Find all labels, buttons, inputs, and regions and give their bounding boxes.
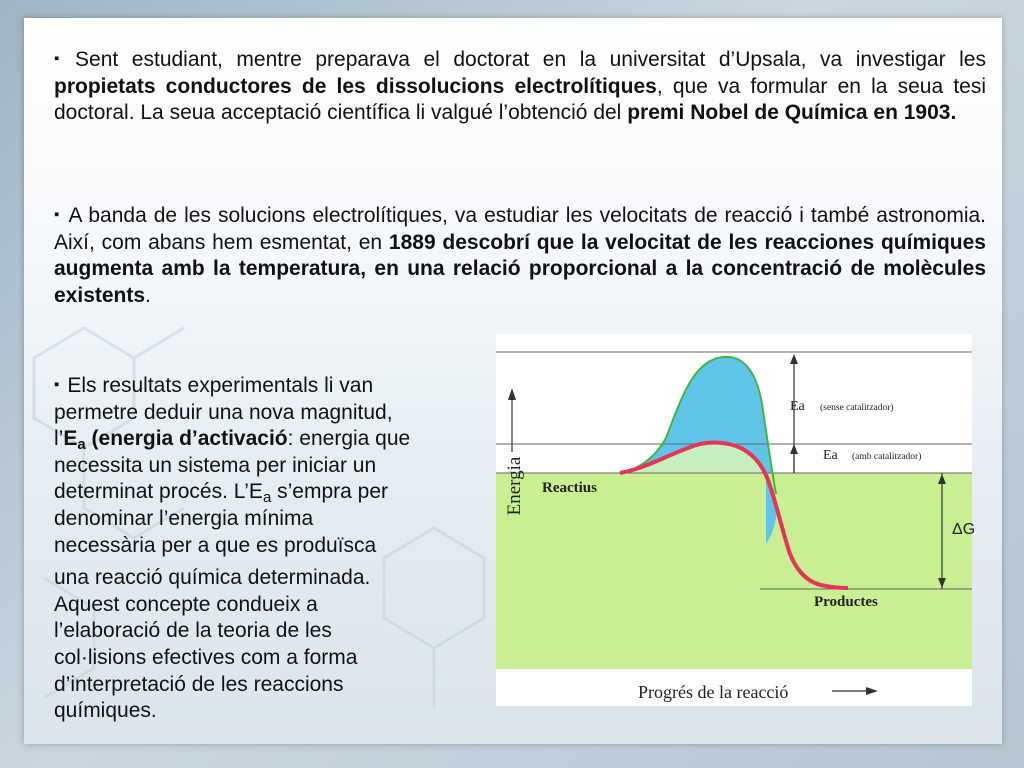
- ea-catalyzed-note: (amb catalitzador): [852, 452, 922, 462]
- p2-text-a: A banda de les solucions electrolítiques, va estudiar les velocitats de reacció i també astronomia. Així, com abans hem esmentat, en: [54, 204, 987, 254]
- p3-line-4: necessita un sistema per iniciar un: [54, 453, 377, 477]
- p3-line-3-d: : energia que: [287, 427, 411, 451]
- p3-line-8: una reacció química determinada.: [54, 566, 371, 590]
- paragraph-reaction-rates: [54, 202, 986, 309]
- p3-line-12: d’interpretació de les reaccions: [54, 672, 344, 696]
- p3-line-11: col·lisions efectives com a forma: [54, 645, 358, 669]
- p3-ea-term: (energia d’activació: [85, 427, 288, 451]
- p3-line-9: Aquest concepte condueix a: [54, 592, 318, 616]
- p3-line-5-sub: a: [262, 489, 272, 507]
- bullet-3: ▪: [54, 376, 60, 393]
- slide: [24, 18, 1002, 744]
- ea-uncatalyzed-note: (sense catalitzador): [820, 403, 894, 413]
- p2-text-c: .: [145, 283, 151, 307]
- p3-ea-subscript: a: [77, 436, 86, 454]
- p3-line-1-text: Els resultats experimentals li van: [67, 374, 374, 397]
- p3-line-5: [54, 479, 494, 506]
- p3-line-1: [54, 372, 494, 400]
- energy-profile-diagram: [496, 334, 976, 706]
- p1-highlight-nobel: premi Nobel de Química en 1903.: [627, 101, 957, 124]
- p1-text-c: , que va formular en la seua tesi doctoral. La seua acceptació científica li valgué l’obtenció del: [54, 74, 987, 124]
- p3-line-5-a: determinat procés. L’E: [54, 480, 263, 504]
- reactants-label: Reactius: [542, 480, 597, 496]
- p3-ea-symbol: E: [63, 427, 78, 451]
- paragraph-nobel: [54, 46, 986, 127]
- p3-line-10: l’elaboració de la teoria de les: [54, 619, 332, 643]
- p3-line-2: permetre deduir una nova magnitud,: [54, 400, 393, 424]
- p3-line-6: denominar l’energia mínima: [54, 506, 314, 530]
- p3-line-13: químiques.: [54, 699, 157, 723]
- bullet-2: ▪: [54, 206, 61, 223]
- p1-highlight-electrolytes: propietats conductores de les dissolucions electrolítiques: [54, 74, 657, 98]
- p1-text-a: Sent estudiant, mentre preparava el doctorat en la universitat d’Upsala, va investigar les: [75, 48, 986, 71]
- ea-catalyzed-label: Ea: [823, 448, 838, 463]
- p3-line-3: [54, 426, 494, 453]
- y-axis-label: Energia: [504, 456, 525, 516]
- x-axis-label: Progrés de la reacció: [638, 682, 789, 702]
- bullet-1: ▪: [54, 50, 68, 67]
- ea-uncatalyzed-label: Ea: [790, 399, 805, 414]
- p3-line-3-a: l’: [54, 427, 64, 451]
- paragraph-activation-energy: [54, 372, 494, 725]
- p2-highlight-discovery: 1889 descobrí que la velocitat de les reacciones químiques augmenta amb la temperatura, en una relació proporcional a la concentració de molècules existents: [54, 230, 986, 307]
- p3-line-5-b: s’empra per: [271, 480, 389, 504]
- delta-g-label: ΔG: [952, 521, 976, 538]
- products-label: Productes: [814, 594, 878, 610]
- p3-line-7: necessària per a que es produïsca: [54, 533, 377, 557]
